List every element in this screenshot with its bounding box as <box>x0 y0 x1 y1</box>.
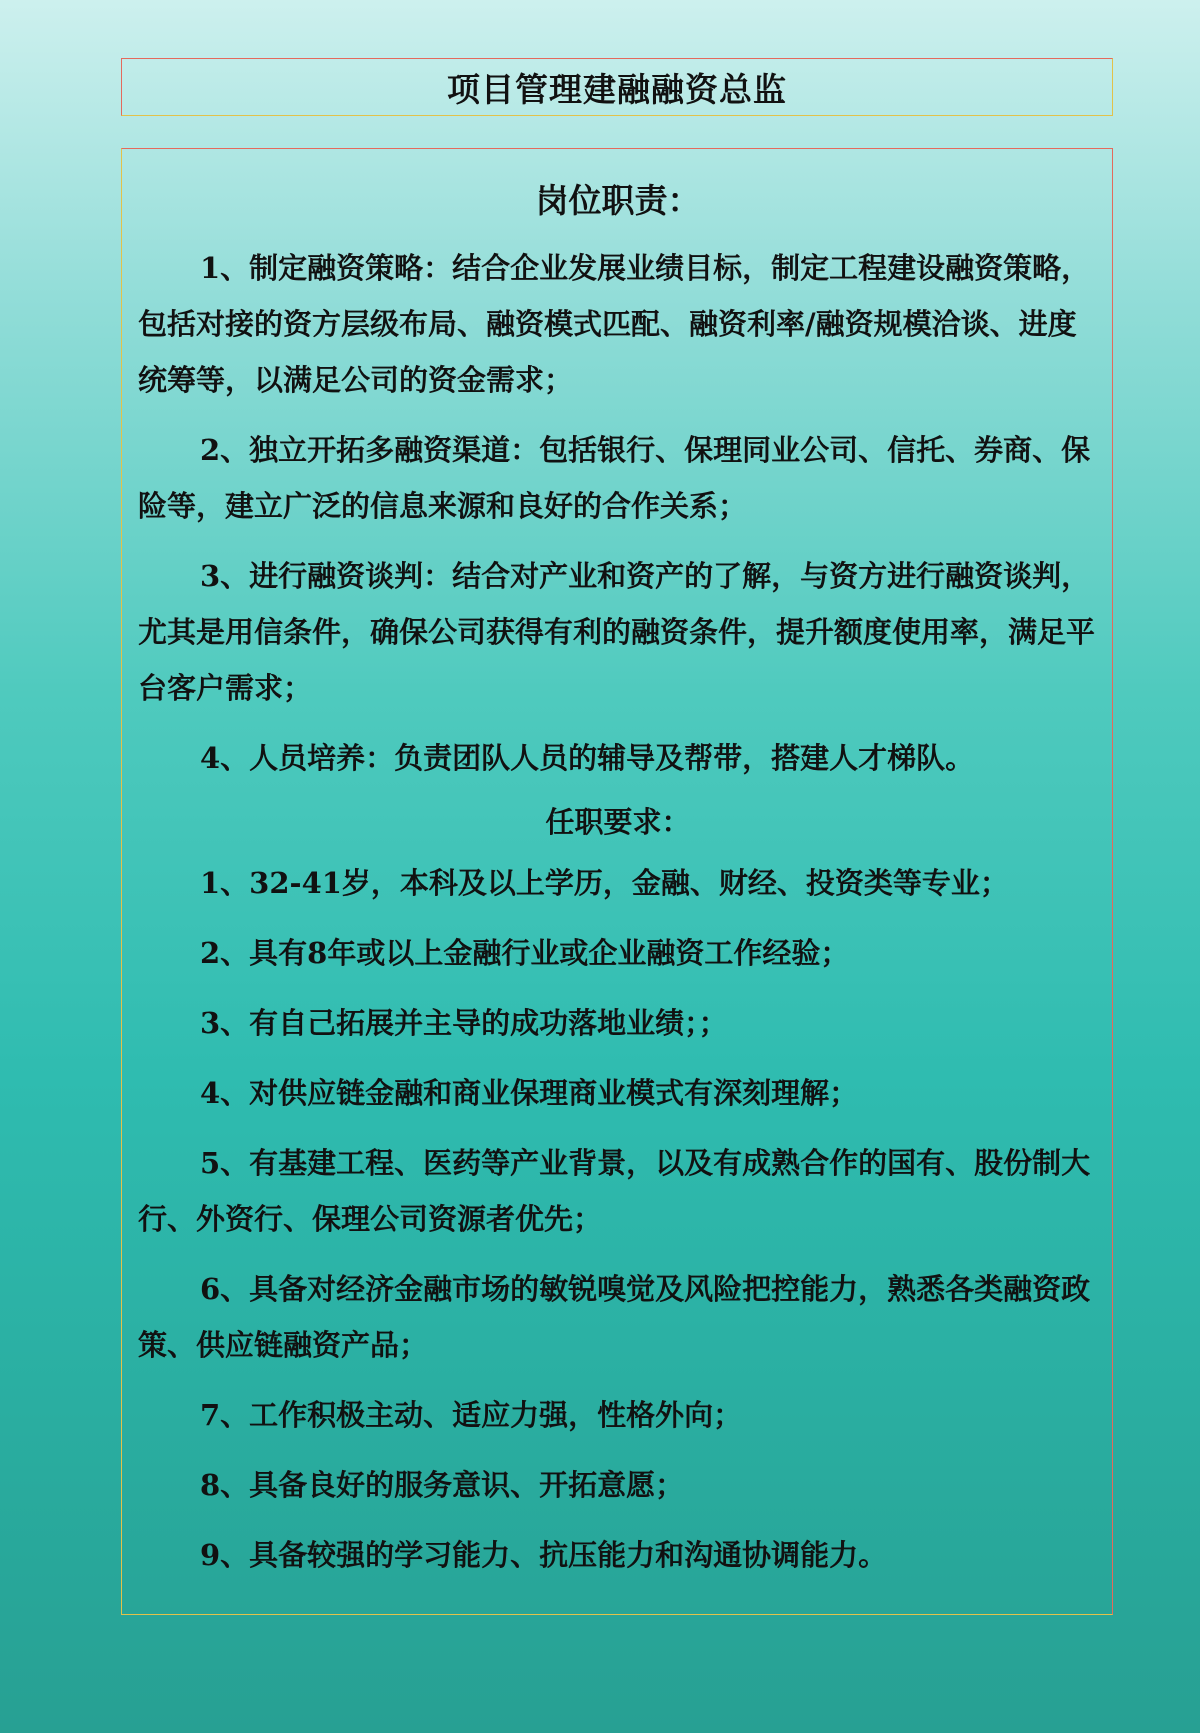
page-title: 项目管理建融融资总监 <box>447 69 787 109</box>
requirement-item: 6、具备对经济金融市场的敏锐嗅觉及风险把控能力，熟悉各类融资政策、供应链融资产品； <box>138 1272 1091 1362</box>
requirement-item: 5、有基建工程、医药等产业背景，以及有成熟合作的国有、股份制大行、外资行、保理公司资源者优先； <box>138 1146 1091 1236</box>
content-box <box>121 148 1113 1615</box>
title-box <box>121 58 1113 116</box>
duty-item: 4、人员培养：负责团队人员的辅导及帮带，搭建人才梯队。 <box>200 741 975 775</box>
duties-heading: 岗位职责： <box>535 181 701 220</box>
requirement-item: 3、有自己拓展并主导的成功落地业绩；； <box>200 1006 728 1040</box>
duty-item: 1、制定融资策略：结合企业发展业绩目标，制定工程建设融资策略，包括对接的资方层级布局、融资模式匹配、融资利率/融资规模洽谈、进度统筹等，以满足公司的资金需求； <box>138 251 1091 397</box>
requirement-item: 9、具备较强的学习能力、抗压能力和沟通协调能力。 <box>200 1538 888 1572</box>
requirements-heading: 任职要求： <box>545 805 691 839</box>
requirement-item: 2、具有8年或以上金融行业或企业融资工作经验； <box>200 936 850 970</box>
duty-item: 2、独立开拓多融资渠道：包括银行、保理同业公司、信托、券商、保险等，建立广泛的信息来源和良好的合作关系； <box>138 433 1091 523</box>
requirement-item: 4、对供应链金融和商业保理商业模式有深刻理解； <box>200 1076 859 1110</box>
duty-item: 3、进行融资谈判：结合对产业和资产的了解，与资方进行融资谈判，尤其是用信条件，确保公司获得有利的融资条件，提升额度使用率，满足平台客户需求； <box>138 559 1096 705</box>
requirement-item: 1、32-41岁，本科及以上学历，金融、财经、投资类等专业； <box>200 866 1009 900</box>
requirement-item: 8、具备良好的服务意识、开拓意愿； <box>200 1468 685 1502</box>
requirement-item: 7、工作积极主动、适应力强，性格外向； <box>200 1398 743 1432</box>
